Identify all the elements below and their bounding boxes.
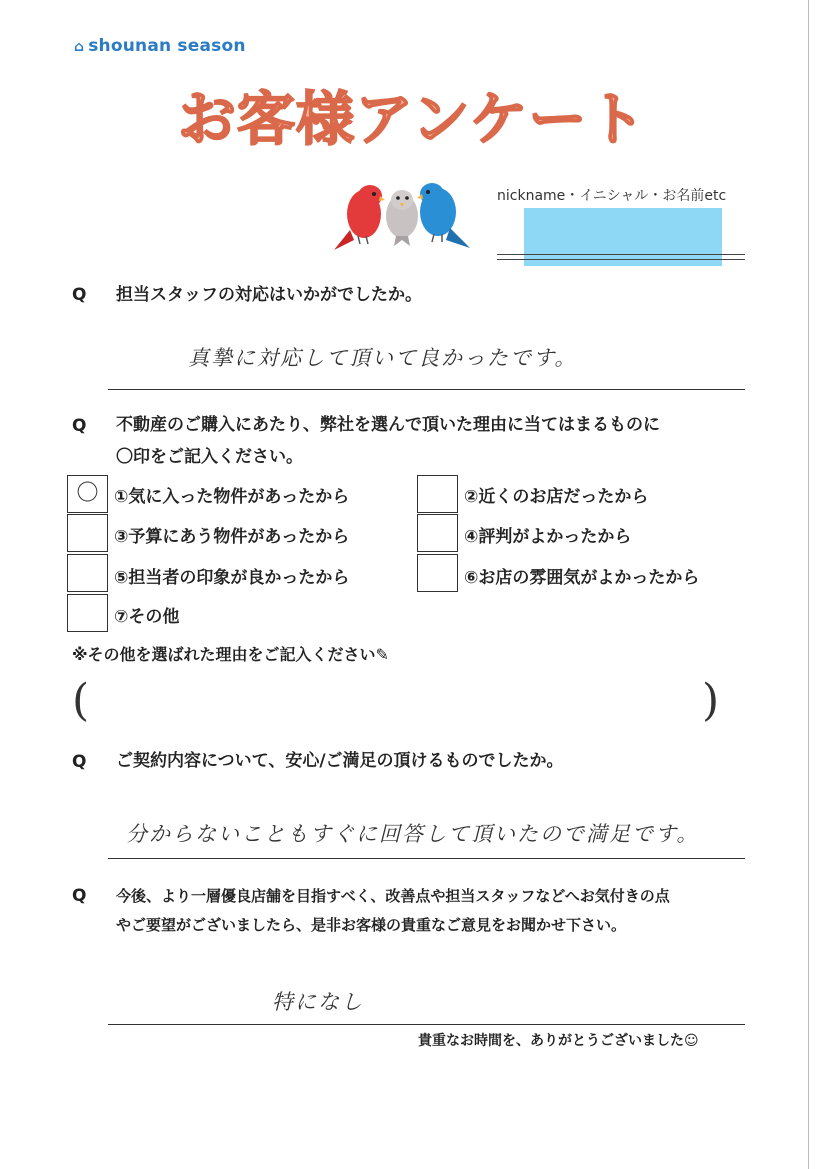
option-5-label: ⑤担当者の印象が良かったから	[114, 568, 350, 588]
grey-bird-icon	[386, 190, 418, 246]
q4-marker: Q	[72, 886, 87, 906]
nickname-label: nickname・イニシャル・お名前etc	[497, 188, 727, 204]
q1-text: 担当スタッフの対応はいかがでしたか。	[116, 285, 422, 305]
thank-you-message: 貴重なお時間を、ありがとうございました☺	[418, 1033, 699, 1049]
blue-bird-icon	[417, 183, 470, 248]
nickname-underline-2	[497, 259, 745, 260]
other-reason-paren-open: (	[72, 675, 90, 726]
option-3-label: ③予算にあう物件があったから	[114, 527, 350, 547]
option-4-label: ④評判がよかったから	[464, 527, 632, 547]
other-reason-paren-close: )	[702, 675, 720, 726]
brand-logo	[74, 36, 246, 56]
q1-answer[interactable]: 真摯に対応して頂いて良かったです。	[188, 346, 578, 370]
q3-answer-line	[108, 858, 745, 859]
q3-marker: Q	[72, 752, 87, 772]
q4-text-line1: 今後、より一層優良店舗を目指すべく、改善点や担当スタッフなどへお気付きの点	[116, 887, 670, 905]
q4-answer[interactable]: 特になし	[272, 990, 364, 1014]
q1-marker: Q	[72, 285, 87, 305]
option-2-checkbox[interactable]	[417, 475, 458, 513]
scan-edge	[808, 0, 809, 1169]
nickname-underline	[497, 254, 745, 255]
q2-text-line2: 〇印をご記入ください。	[116, 447, 303, 467]
option-7-label: ⑦その他	[114, 607, 180, 627]
house-icon: ⌂	[74, 39, 85, 55]
other-reason-note: ※その他を選ばれた理由をご記入ください✎	[72, 645, 389, 664]
page-title: お客様アンケート	[178, 85, 647, 153]
option-1-checkbox[interactable]: 〇	[67, 475, 108, 513]
option-1-label: ①気に入った物件があったから	[114, 487, 350, 507]
birds-illustration	[330, 178, 475, 253]
other-reason-field[interactable]	[100, 684, 690, 724]
option-4-checkbox[interactable]	[417, 514, 458, 552]
red-bird-icon	[334, 185, 385, 250]
brand-name: shounan season	[88, 36, 246, 56]
q4-answer-line	[108, 1024, 745, 1025]
q2-text-line1: 不動産のご購入にあたり、弊社を選んで頂いた理由に当てはまるものに	[116, 415, 660, 435]
option-2-label: ②近くのお店だったから	[464, 487, 649, 507]
option-6-label: ⑥お店の雰囲気がよかったから	[464, 568, 700, 588]
q4-text-line2: やご要望がございましたら、是非お客様の貴重なご意見をお聞かせ下さい。	[116, 916, 627, 934]
q3-text: ご契約内容について、安心/ご満足の頂けるものでしたか。	[116, 751, 564, 771]
q3-answer[interactable]: 分からないこともすぐに回答して頂いたので満足です。	[126, 822, 700, 846]
option-3-checkbox[interactable]	[67, 514, 108, 552]
option-5-checkbox[interactable]	[67, 554, 108, 592]
q2-marker: Q	[72, 416, 87, 436]
q1-answer-line	[108, 389, 745, 390]
option-6-checkbox[interactable]	[417, 554, 458, 592]
nickname-field[interactable]	[524, 208, 722, 266]
option-7-checkbox[interactable]	[67, 594, 108, 632]
